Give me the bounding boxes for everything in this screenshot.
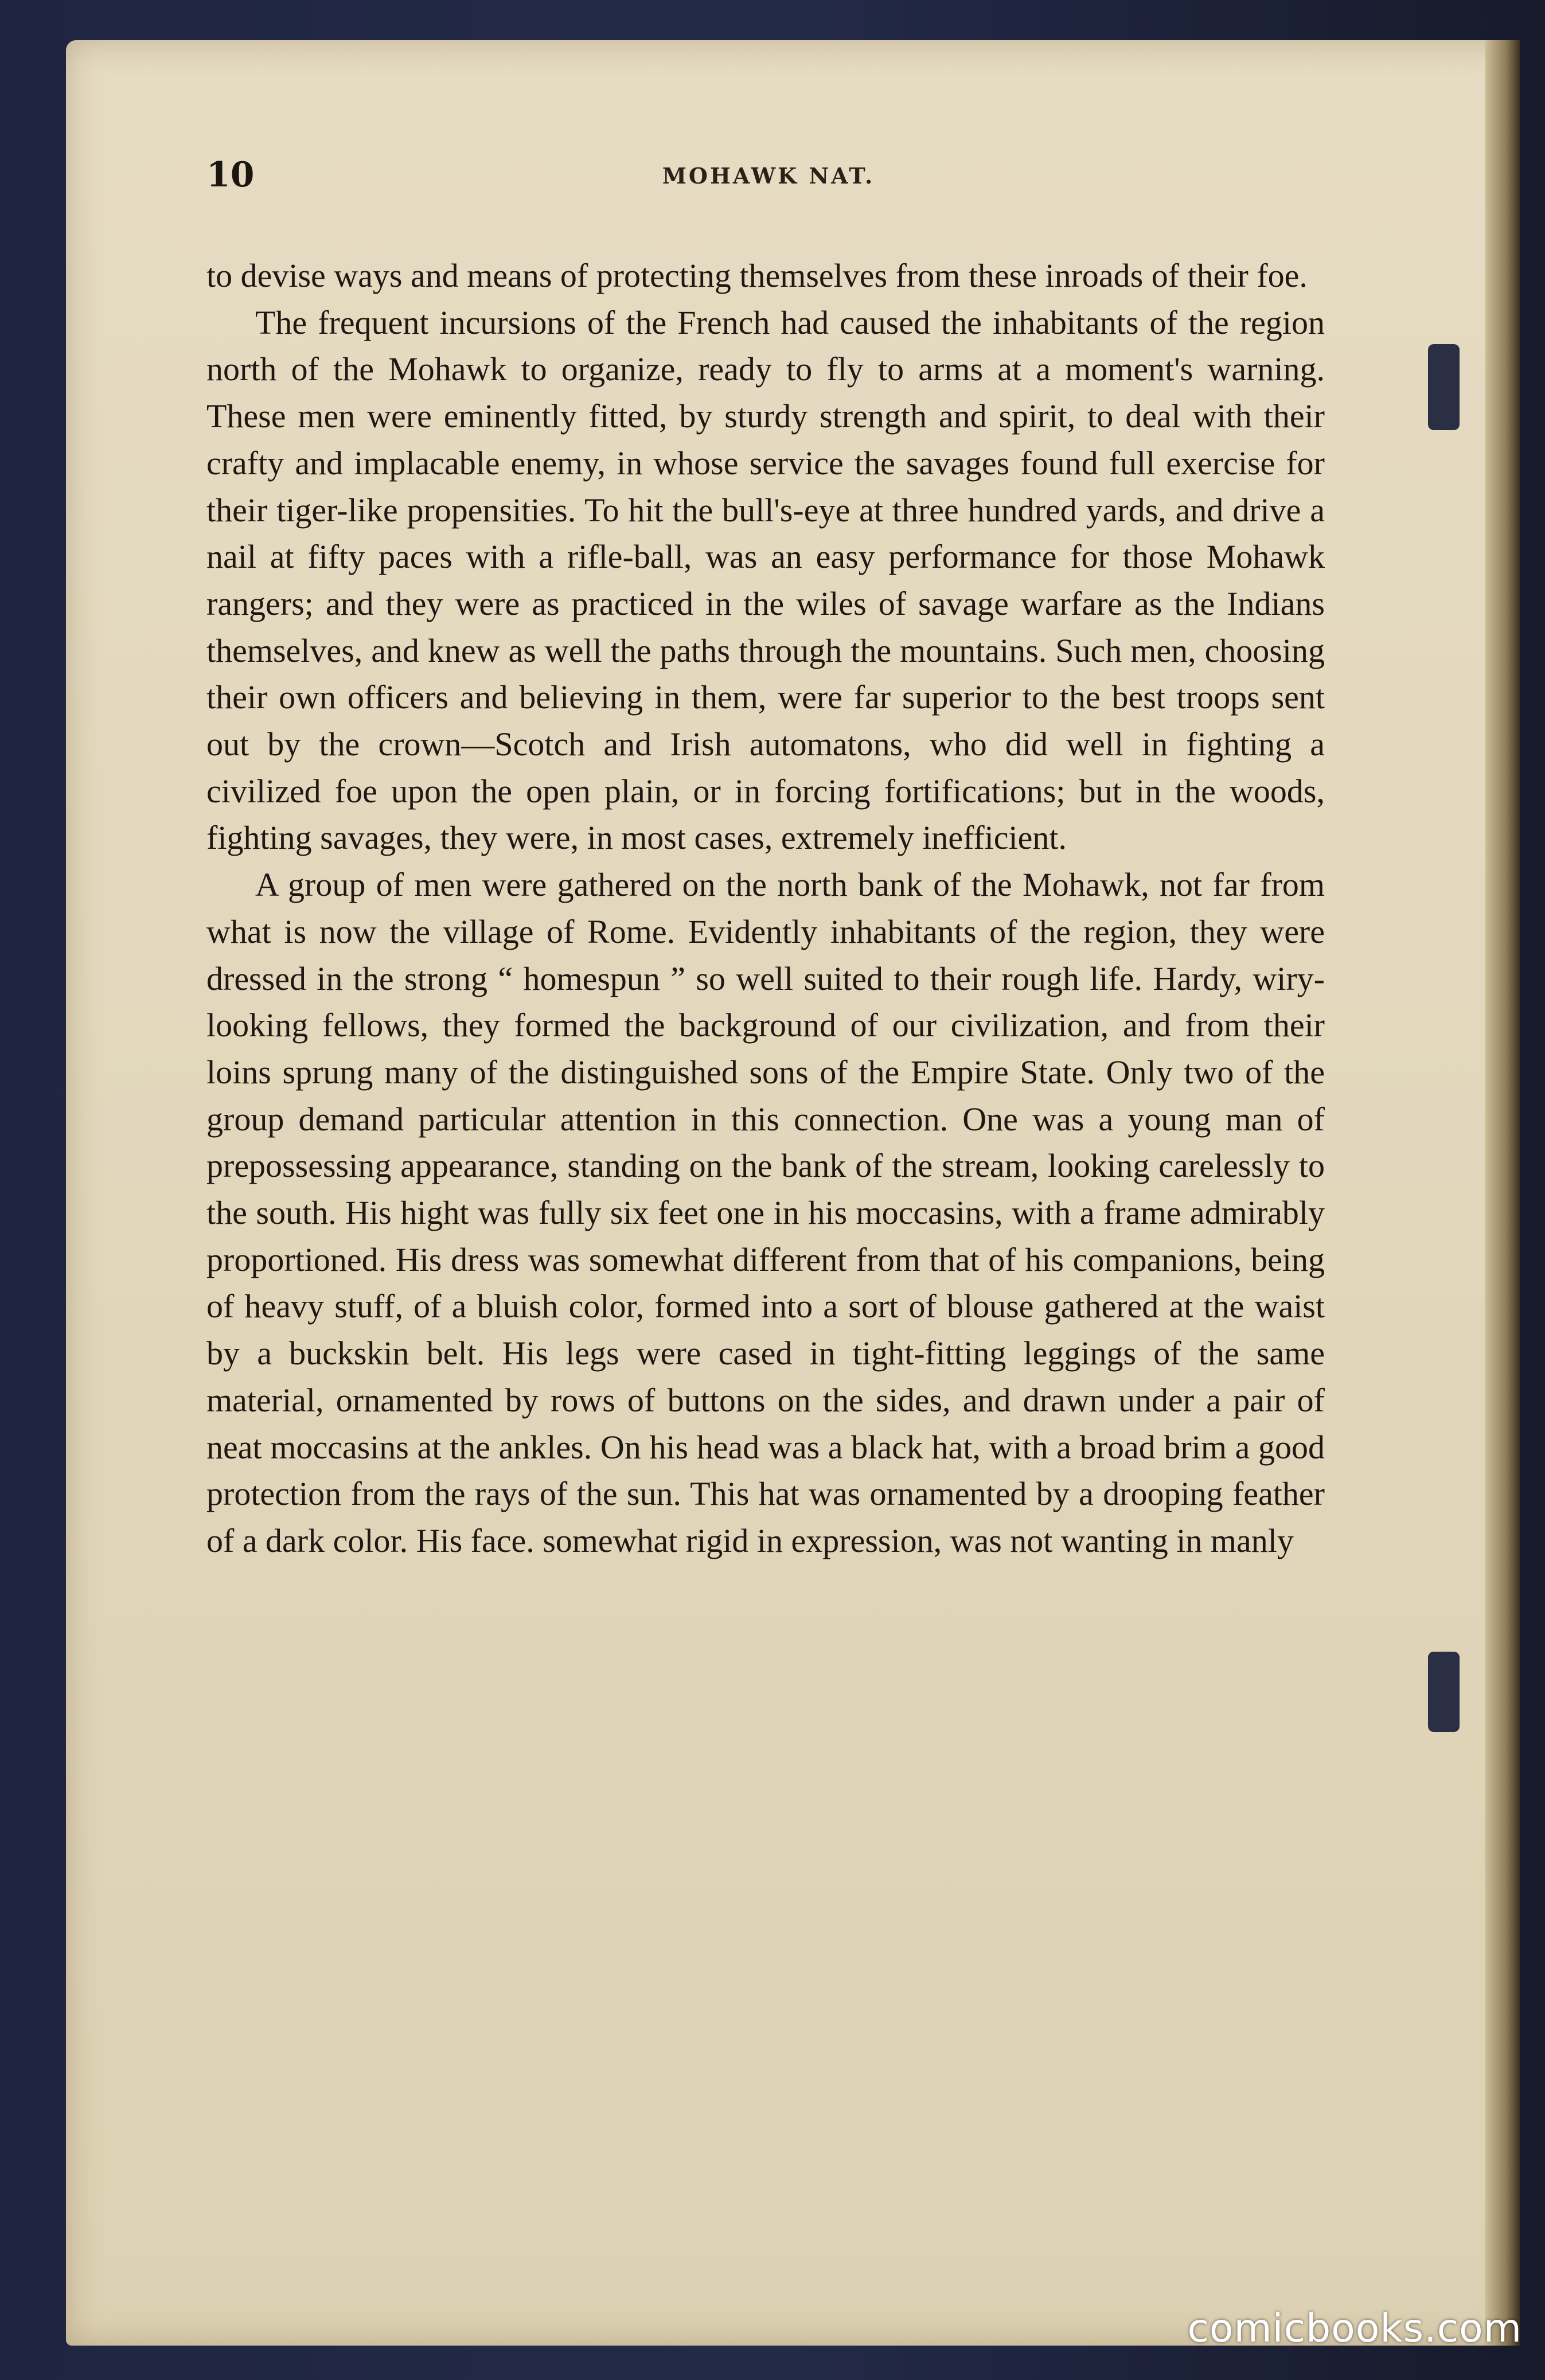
page-gutter-shadow	[1485, 40, 1520, 2346]
paragraph-2: The frequent incursions of the French had caused the inhabitants of the region north of the Mohawk to organize, ready to fly to arms at a moment's warning. These men were eminently fitted, by sturdy strength and spirit, to deal with their crafty and implacable enemy, in whose service the savages found full exercise for their tiger-like propensities. To hit the bull's-eye at three hundred yards, and drive a nail at fifty paces with a rifle-ball, was an easy performance for those Mohawk rangers; and they were as practiced in the wiles of savage warfare as the Indians themselves, and knew as well the paths through the mountains. Such men, choosing their own officers and believing in them, were far superior to the best troops sent out by the crown—Scotch and Irish automatons, who did well in fighting a civilized foe upon the open plain, or in forcing fortifications; but in the woods, fighting savages, they were, in most cases, extremely inefficient.	[206, 303, 1325, 857]
body-text	[206, 252, 1325, 1564]
running-title: MOHAWK NAT.	[662, 163, 875, 189]
page-number: 10	[206, 155, 255, 195]
site-watermark: comicbooks.com	[1187, 2306, 1522, 2351]
running-head	[206, 155, 1331, 212]
page-tear-upper	[1428, 344, 1460, 430]
paragraph-1: to devise ways and means of protecting themselves from these inroads of their foe.	[206, 257, 1308, 294]
page-tear-lower	[1428, 1652, 1460, 1732]
paragraph-3: A group of men were gathered on the north bank of the Mohawk, not far from what is now the village of Rome. Evidently inhabitants of the region, they were dressed in the strong “ homespun ” so well suited to their rough life. Hardy, wiry-looking fellows, they formed the background of our civilization, and from their loins sprung many of the distinguished sons of the Empire State. Only two of the group demand particular attention in this connection. One was a young man of prepossessing appearance, standing on the bank of the stream, looking carelessly to the south. His hight was fully six feet one in his moccasins, with a frame admirably proportioned. His dress was somewhat different from that of his companions, being of heavy stuff, of a bluish color, formed into a sort of blouse gathered at the waist by a buckskin belt. His legs were cased in tight-fitting leggings of the same material, ornamented by rows of buttons on the sides, and drawn under a pair of neat moccasins at the ankles. On his head was a black hat, with a broad brim a good protection from the rays of the sun. This hat was ornamented by a drooping feather of a dark color. His face. somewhat rigid in expression, was not wanting in manly	[206, 866, 1325, 1559]
